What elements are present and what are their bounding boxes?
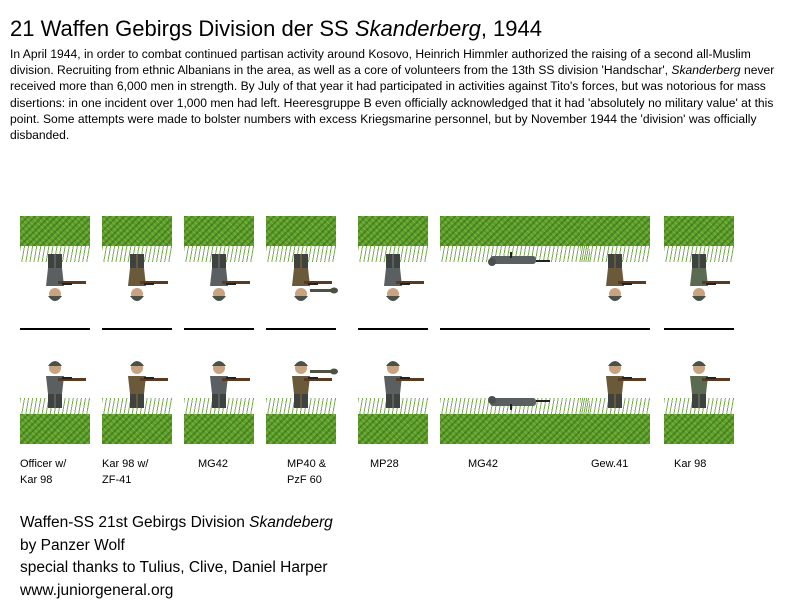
unit-label: Officer w/ Kar 98 <box>20 458 67 486</box>
soldier-figure-icon <box>480 246 550 316</box>
soldier-figure-icon <box>480 346 550 416</box>
grass-tile-top <box>664 216 734 246</box>
grass-tile-bottom <box>664 414 734 444</box>
grass-tile-top <box>580 216 650 246</box>
credits-title: Waffen-SS 21st Gebirgs Division Skandeberg <box>20 514 333 531</box>
soldier-figure-icon <box>20 346 90 416</box>
grass-tile-bottom <box>184 414 254 444</box>
grass-tile-bottom <box>358 414 428 444</box>
soldier-figure-icon <box>102 346 172 416</box>
divider-line <box>102 328 172 330</box>
page-title: 21 Waffen Gebirgs Division der SS Skanderberg, 1944 <box>10 16 542 41</box>
grass-tile-bottom <box>440 414 590 444</box>
unit-label: MP40 & PzF 60 <box>287 458 327 486</box>
grass-tile-top <box>440 216 590 246</box>
credits-block <box>20 512 333 602</box>
grass-tile-bottom <box>266 414 336 444</box>
soldier-figure-icon <box>184 246 254 316</box>
soldier-figure-icon <box>266 246 336 316</box>
soldier-figure-icon <box>580 346 650 416</box>
grass-tile-top <box>184 216 254 246</box>
divider-line <box>20 328 90 330</box>
soldier-figure-icon <box>358 246 428 316</box>
divider-line <box>266 328 336 330</box>
unit-label: Kar 98 <box>674 458 707 470</box>
divider-line <box>440 328 590 330</box>
divider-line <box>358 328 428 330</box>
unit-label: Gew.41 <box>591 458 629 470</box>
soldier-figure-icon <box>266 346 336 416</box>
grass-tile-top <box>266 216 336 246</box>
soldier-figure-icon <box>20 246 90 316</box>
credits-thanks: special thanks to Tulius, Clive, Daniel Harper <box>20 559 328 576</box>
unit-label: MG42 <box>468 458 498 470</box>
description-segment: never received more than 6,000 men in strength. By July of that year it had participated in activities against Tito's forces, but was notorious for mass disertions: in one incident over 1,000 men had left. Heeresgruppe B even officially acknowledged that it had 'absolutely no military value' at this point. Some attempts were made to bolster numbers with excess Kriegsmarine personnel, but by November 1944 the 'division' was officially disbanded. <box>10 63 775 143</box>
description-italic-name: Skanderberg <box>671 63 741 78</box>
soldier-figure-icon <box>664 246 734 316</box>
grass-tile-bottom <box>102 414 172 444</box>
soldier-figure-icon <box>184 346 254 416</box>
description-text <box>10 46 780 143</box>
soldier-figure-icon <box>102 246 172 316</box>
unit-label: MG42 <box>198 458 228 470</box>
credits-website[interactable]: www.juniorgeneral.org <box>20 581 174 599</box>
grass-tile-top <box>102 216 172 246</box>
grass-tile-bottom <box>20 414 90 444</box>
divider-line <box>664 328 734 330</box>
description-segment: In April 1944, in order to combat continued partisan activity around Kosovo, Heinrich Himmler authorized the raising of a second all-Muslim division. Recruiting from ethnic Albanians in the area, as well as a core of volunteers from the 13th SS division 'Handschar', <box>10 47 751 78</box>
grass-tile-bottom <box>580 414 650 444</box>
soldier-figure-icon <box>358 346 428 416</box>
grass-tile-top <box>358 216 428 246</box>
credits-author: by Panzer Wolf <box>20 536 125 554</box>
unit-label: MP28 <box>370 458 399 470</box>
grass-tile-top <box>20 216 90 246</box>
divider-line <box>580 328 650 330</box>
soldier-figure-icon <box>664 346 734 416</box>
soldier-figure-icon <box>580 246 650 316</box>
unit-label: Kar 98 w/ ZF-41 <box>102 458 149 486</box>
divider-line <box>184 328 254 330</box>
